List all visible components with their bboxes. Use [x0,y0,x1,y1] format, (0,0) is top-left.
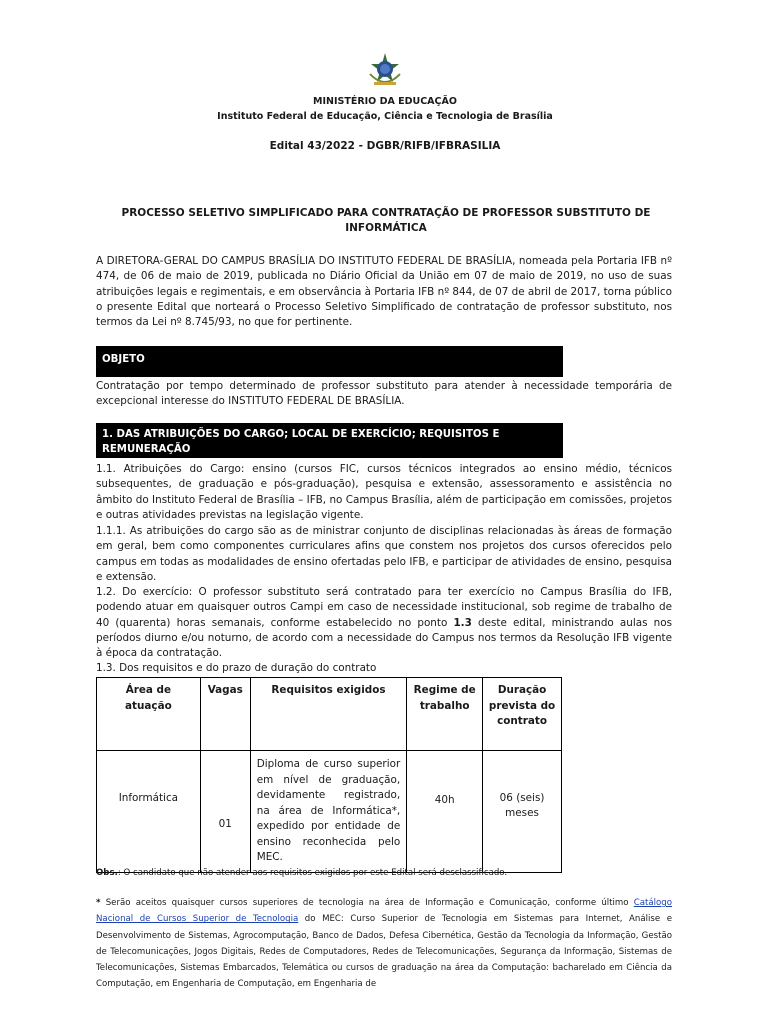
footnote-text-a: Serão aceitos quaisquer cursos superiores de tecnologia na área de Informação e Comunicação, conforme último [100,898,634,908]
paragraph-1-2-text-a: 1.2. Do exercício: O professor substituto será contratado para ter exercício no Campus Brasília do IFB, podendo atuar em quaisquer outros Campi em caso de necessidade institucional, sob regime de trabalho de 40 (quarenta) horas semanais, conforme estabelecido no ponto [96,586,672,629]
obs-text: : O candidato que não atender aos requisitos exigidos por este Edital será desclassificado. [117,868,508,878]
intro-paragraph: A DIRETORA-GERAL DO CAMPUS BRASÍLIA DO INSTITUTO FEDERAL DE BRASÍLIA, nomeada pela Portaria IFB nº 474, de 06 de maio de 2019, publicada no Diário Oficial da União em 07 de maio de 2019, no uso de suas atribuições legais e regimentais, e em observância à Portaria IFB nº 844, de 07 de abril de 2017, torna público o presente Edital que norteará o Processo Seletivo Simplificado de contratação de professor substituto, nos termos da Lei nº 8.745/93, no que for pertinente. [96,255,672,329]
table-row [97,751,562,873]
cell-area: Informática [97,751,201,873]
cell-regime: 40h [407,751,483,873]
paragraph-1-1-1: 1.1.1. As atribuições do cargo são as de ministrar conjunto de disciplinas relacionadas às áreas de formação em geral, bem como componentes curriculares afins que constem nos projetos dos cursos oferecidos pelo campus em todas as modalidades de ensino ofertadas pelo IFB, e participar de atividades de ensino, pesquisa e extensão. [96,525,672,583]
obs-label: Obs. [96,868,118,878]
observation-note [96,868,507,878]
cell-vagas: 01 [200,751,250,873]
paragraph-1-2 [96,585,672,661]
objeto-text: Contratação por tempo determinado de professor substituto para atender à necessidade temporária de excepcional interesse do INSTITUTO FEDERAL DE BRASÍLIA. [96,380,672,408]
paragraph-1-3: 1.3. Dos requisitos e do prazo de duração do contrato [96,662,377,674]
cell-duracao: 06 (seis) meses [483,751,562,873]
header-requisitos: Requisitos exigidos [250,678,406,751]
header-vagas: Vagas [200,678,250,751]
paragraph-1-1: 1.1. Atribuições do Cargo: ensino (cursos FIC, cursos técnicos integrados ao ensino médio, técnicos subsequentes, de graduação e pós-graduação), pesquisa e extensão, assessoramento e assistência no âmbito do Instituto Federal de Brasília – IFB, no Campus Brasília, além de participação em comissões, projetos e outras atividades previstas na legislação vigente. [96,463,672,521]
document-title: PROCESSO SELETIVO SIMPLIFICADO PARA CONTRATAÇÃO DE PROFESSOR SUBSTITUTO DE INFORMÁTICA [121,207,651,234]
footnote-star: * [96,898,101,908]
ministry-heading: MINISTÉRIO DA EDUCAÇÃO [313,96,457,107]
edital-number: Edital 43/2022 - DGBR/RIFB/IFBRASILIA [269,140,501,152]
section-1-heading: 1. DAS ATRIBUIÇÕES DO CARGO; LOCAL DE EXERCÍCIO; REQUISITOS E REMUNERAÇÃO [96,423,563,458]
header-duracao: Duração prevista do contrato [483,678,562,751]
paragraph-1-2-text-b: deste edital, ministrando aulas nos períodos diurno e/ou noturno, de acordo com a necessidade do Campus nos termos da Resolução IFB vigente à época da contratação. [96,616,672,660]
footnote [96,895,672,993]
catalog-link[interactable]: Catálogo Nacional de Cursos Superior de Tecnologia [96,898,672,925]
institute-heading: Instituto Federal de Educação, Ciência e Tecnologia de Brasília [217,111,553,122]
objeto-heading: OBJETO [96,346,563,377]
table-header-row [97,678,562,751]
brazil-coat-of-arms-icon [366,52,404,88]
header-regime: Regime de trabalho [407,678,483,751]
header-area: Área de atuação [97,678,201,751]
footnote-text-b: do MEC: Curso Superior de Tecnologia em Sistemas para Internet, Análise e Desenvolvimento de Sistemas, Agrocomputação, Banco de Dados, Defesa Cibernética, Gestão da Tecnologia da Informação, Gestão de Telecomunicações, Jogos Digitais, Redes de Computadores, Redes de Telecomunicações, Segurança da Informação, Sistemas de Telecomunicações, Sistemas Embarcados, Telemática ou cursos de graduação na área da Computação: bacharelado em Ciência da Computação, em Engenharia de Computação, em Engenharia de [96,914,672,990]
cell-requisitos: Diploma de curso superior em nível de graduação, devidamente registrado, na área de Informática*, expedido por entidade de ensino reconhecida pelo MEC. [250,751,406,873]
requirements-table [96,677,562,873]
paragraph-1-2-reference: 1.3 [453,616,472,629]
